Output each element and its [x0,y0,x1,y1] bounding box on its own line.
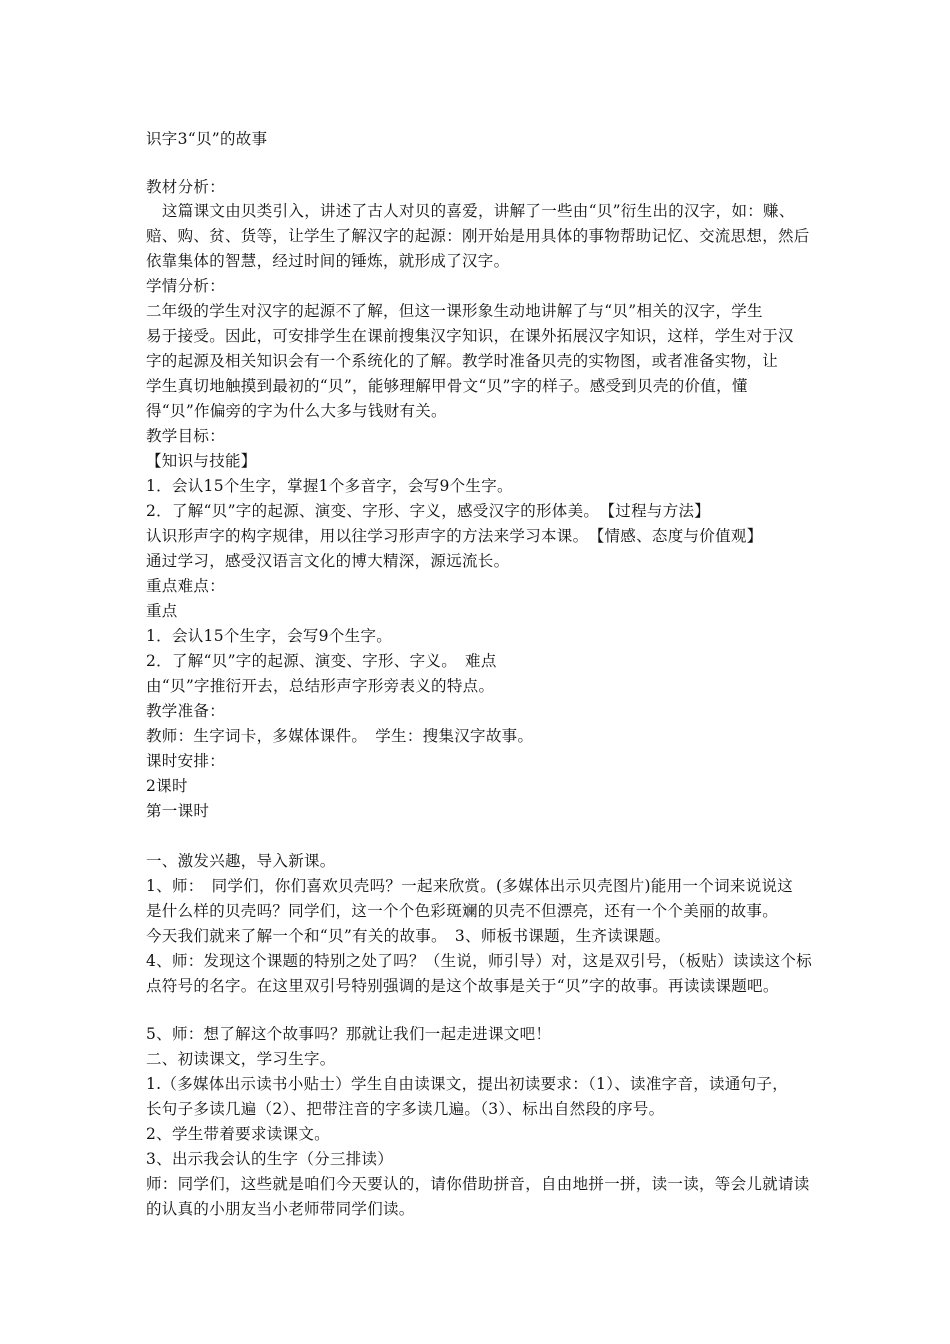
text-line: 字的起源及相关知识会有一个系统化的了解。教学时准备贝壳的实物图，或者准备实物，让 [146,352,779,370]
text-line: 易于接受。因此，可安排学生在课前搜集汉字知识，在课外拓展汉字知识，这样，学生对于汉 [146,327,794,345]
text-line: 1．会认15个生字，掌握1个多音字，会写9个生字。 [146,477,513,495]
text-line: 得“贝”作偏旁的字为什么大多与钱财有关。 [146,402,447,420]
text-line: 重点 [146,602,178,620]
heading-material-analysis: 教材分析： [146,178,226,196]
text-line: 通过学习，感受汉语言文化的博大精深，源远流长。 [146,552,510,570]
heading-preparation: 教学准备： [146,702,226,720]
text-line: 认识形声字的构字规律，用以往学习形声字的方法来学习本课。 【情感、态度与价值观】 [146,527,763,545]
text-line: 教师：生字词卡，多媒体课件。 学生：搜集汉字故事。 [146,727,534,745]
text-line: 点符号的名字。在这里双引号特别强调的是这个故事是关于“贝”字的故事。再读读课题吧。 [146,977,779,995]
text-line: 由“贝”字推衍开去，总结形声字形旁表义的特点。 [146,677,495,695]
text-line: 2课时 [146,777,188,795]
heading-first-lesson: 第一课时 [146,802,210,820]
text-line: 学生真切地触摸到最初的“贝”，能够理解甲骨文“贝”字的样子。感受到贝壳的价值，懂 [146,377,748,395]
text-line: 师：同学们，这些就是咱们今天要认的，请你借助拼音，自由地拼一拼，读一读，等会儿就请读 [146,1175,810,1193]
text-line: 3、出示我会认的生字（分三排读） [146,1150,394,1168]
text-line: 1.（多媒体出示读书小贴士）学生自由读课文，提出初读要求：（1）、读准字音，读通句子， [146,1075,789,1093]
text-line: 1、师： 同学们，你们喜欢贝壳吗？一起来欣赏。(多媒体出示贝壳图片)能用一个词来说说这 [146,877,794,895]
text-line: 1．会认15个生字，会写9个生字。 [146,627,393,645]
document-title: 识字3“贝”的故事 [146,130,268,148]
heading-key-points: 重点难点： [146,577,226,595]
text-line: 2．了解“贝”字的起源、演变、字形、字义。 难点 [146,652,497,670]
text-line: 是什么样的贝壳吗？同学们，这一个个色彩斑斓的贝壳不但漂亮，还有一个个美丽的故事。 [146,902,779,920]
text-line: 2．了解“贝”字的起源、演变、字形、字义，感受汉字的形体美。 【过程与方法】 [146,502,711,520]
section-heading: 一、激发兴趣，导入新课。 [146,852,336,870]
heading-schedule: 课时安排： [146,752,226,770]
heading-teaching-goals: 教学目标： [146,427,226,445]
section-heading: 二、初读课文，学习生字。 [146,1050,336,1068]
text-line: 的认真的小朋友当小老师带同学们读。 [146,1200,415,1218]
text-line: 赔、购、贫、货等，让学生了解汉字的起源：刚开始是用具体的事物帮助记忆、交流思想，然后 [146,227,810,245]
text-line: 二年级的学生对汉字的起源不了解，但这一课形象生动地讲解了与“贝”相关的汉字，学生 [146,302,763,320]
text-line: 这篇课文由贝类引入，讲述了古人对贝的喜爱，讲解了一些由“贝”衍生出的汉字，如：赚、 [162,202,795,220]
text-line: 【知识与技能】 [146,452,257,470]
heading-student-analysis: 学情分析： [146,277,226,295]
text-line: 今天我们就来了解一个和“贝”有关的故事。 3、师板书课题，生齐读课题。 [146,927,671,945]
text-line: 依靠集体的智慧，经过时间的锤炼，就形成了汉字。 [146,252,510,270]
text-line: 长句子多读几遍（2）、把带注音的字多读几遍。（3）、标出自然段的序号。 [146,1100,665,1118]
text-line: 4、师：发现这个课题的特别之处了吗？（生说，师引导）对，这是双引号，（板贴）读读这个标 [146,952,813,970]
text-line: 2、学生带着要求读课文。 [146,1125,330,1143]
text-line: 5、师：想了解这个故事吗？那就让我们一起走进课文吧！ [146,1025,552,1043]
